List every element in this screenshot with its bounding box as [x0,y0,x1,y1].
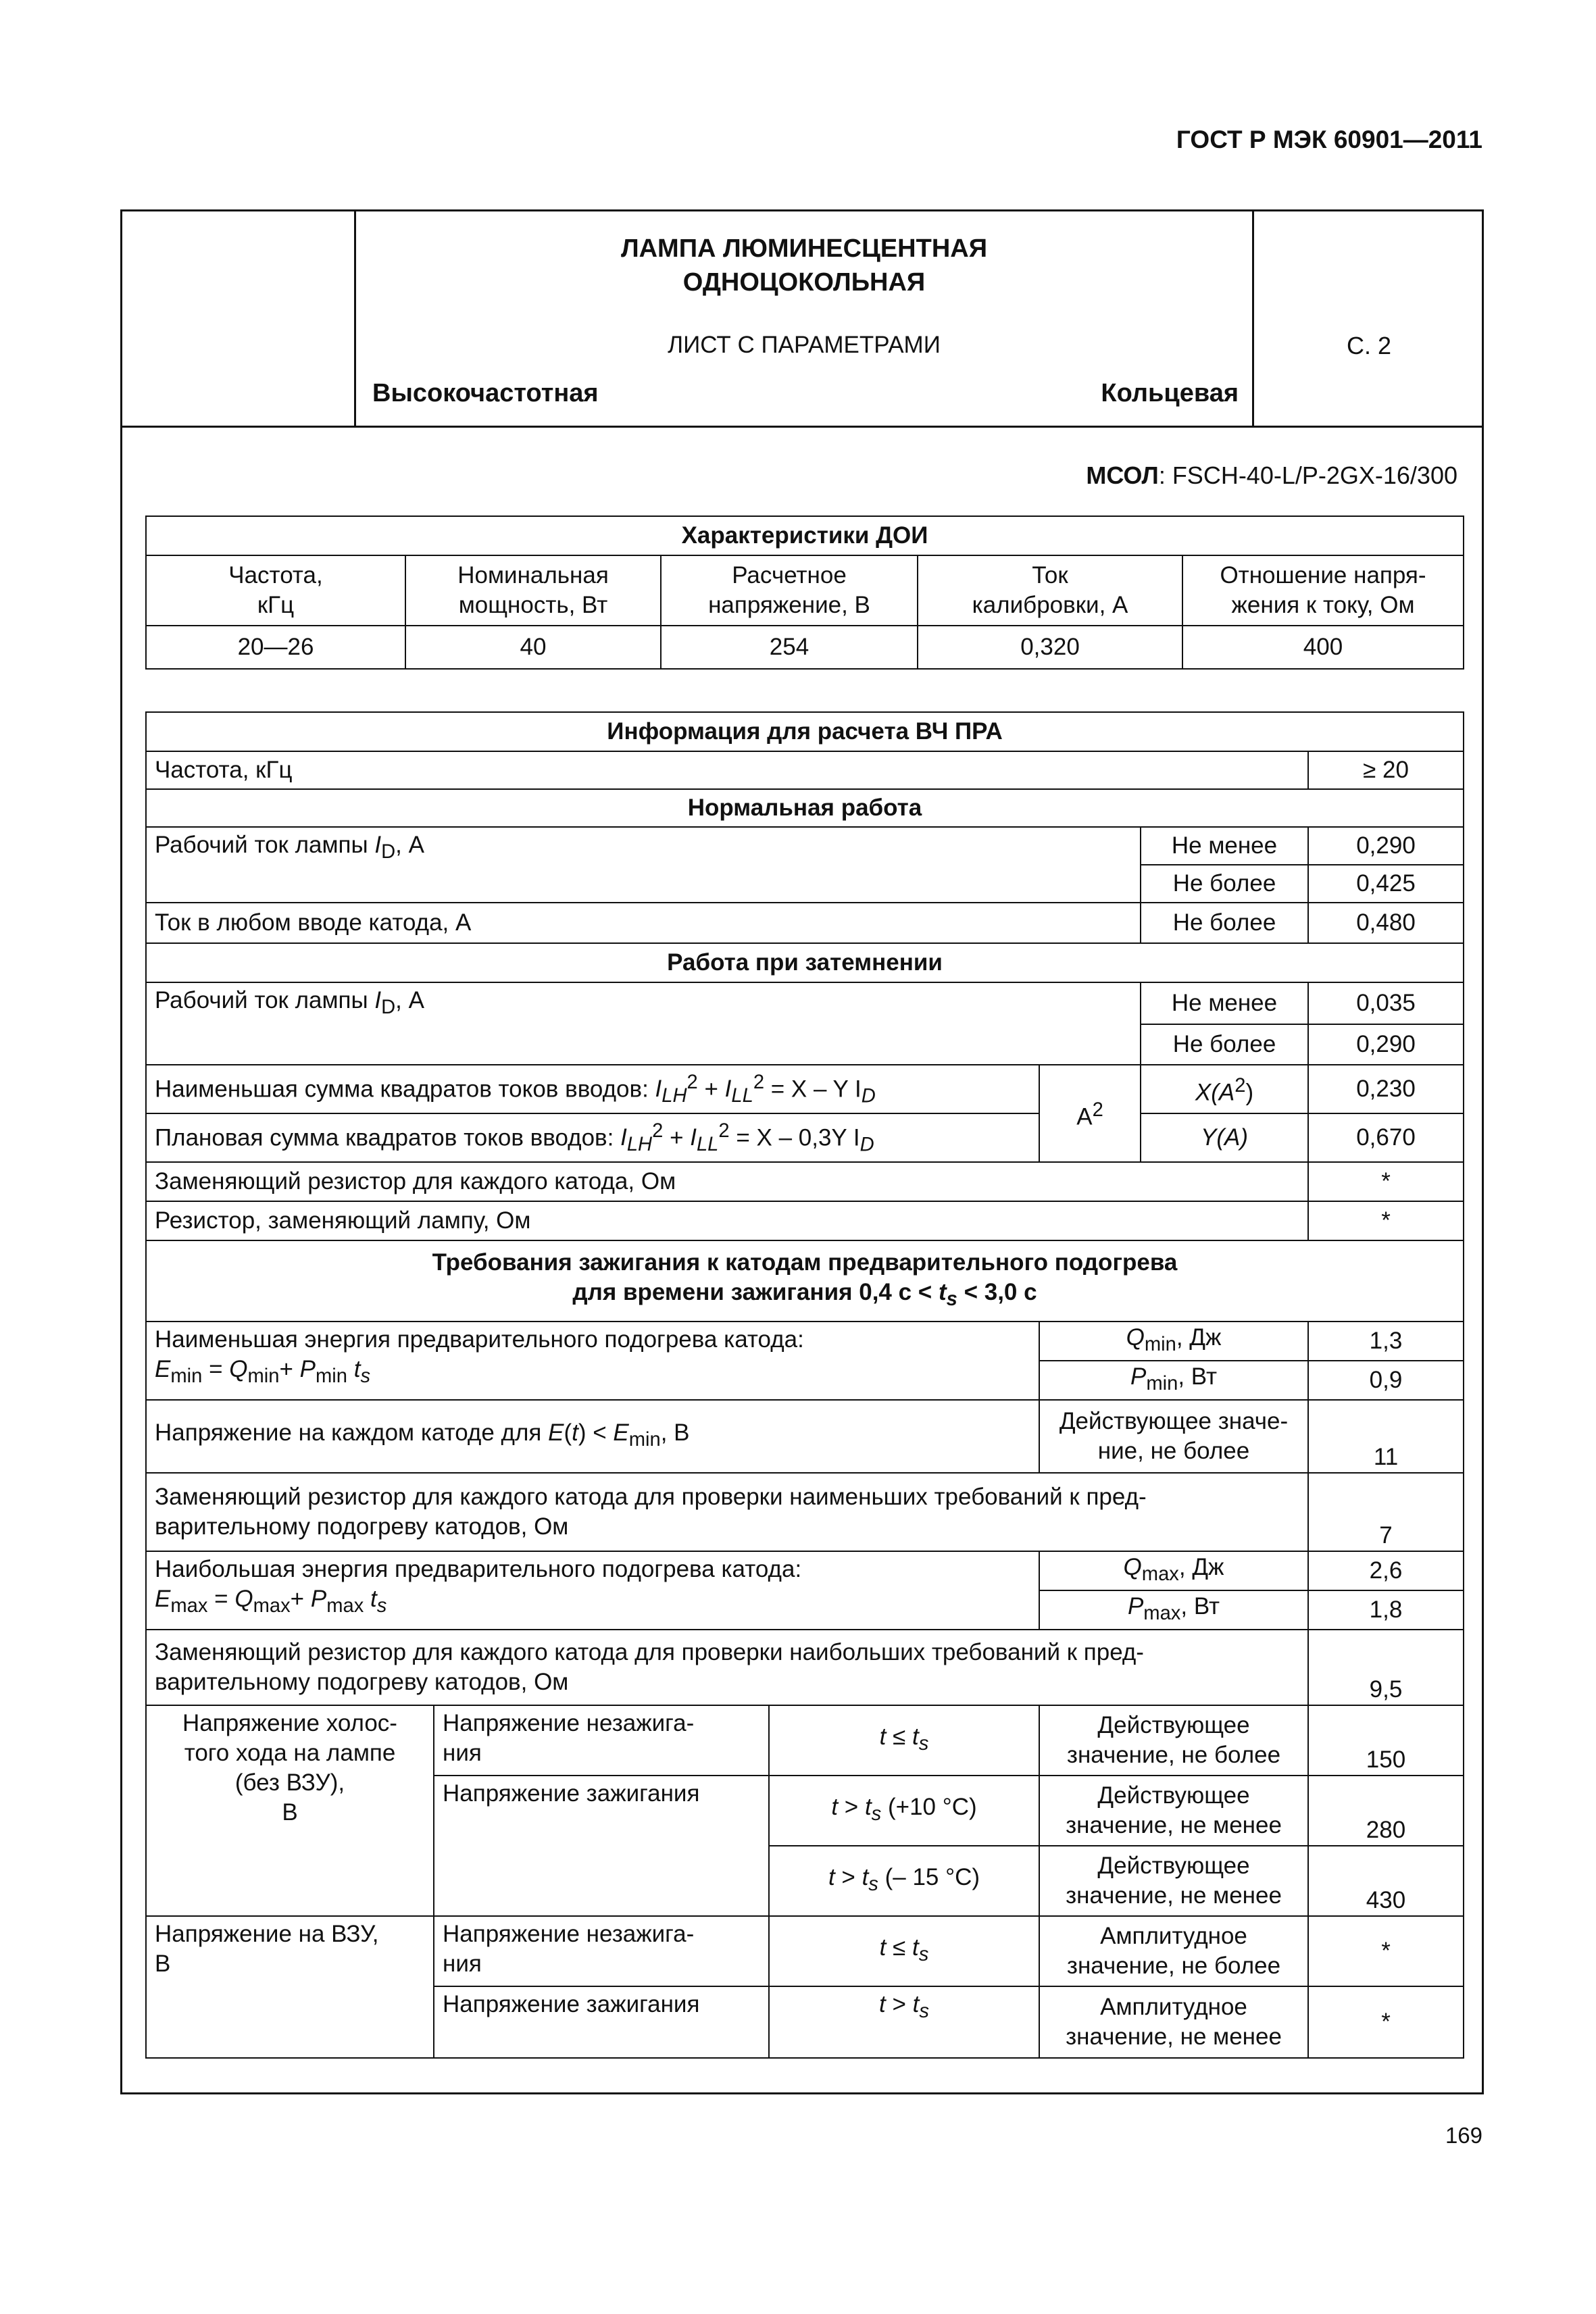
ocv-ignition-minus15-row: $t > t_s$ (– 15 °С) Действующее значение, не менее 430 [146,1846,1464,1916]
normal-title: Нормальная работа [146,789,1464,827]
cathode-current-row: Ток в любом вводе катода, А Не более 0,480 [146,903,1464,943]
msol-designation: МСОЛ: FSCH-40-L/P-2GX-16/300 [1086,461,1457,489]
ignition-title: Требования зажигания к катодам предварительного подогрева для времени зажигания 0,4 $с < t_s < 3,0$ с [146,1240,1464,1322]
document-code: ГОСТ Р МЭК 60901—2011 [1176,126,1482,153]
hf-title: Информация для расчета ВЧ ПРА [146,712,1464,751]
doi-table [145,515,1464,670]
hf-ballast-table: Информация для расчета ВЧ ПРА Частота, кГц ≥ 20 Нормальная работа Рабочий ток лампы $I_D$, А Не менее 0,290 Не более 0,425 Ток в любом вводе катода, А Не более 0,480 Работа при затемнении Рабочий ток лампы $I_D$, А Не менее 0,035 Не более 0,290 Наименьшая сумма квадратов токов вводов: $I_{LH}^2 + I_{LL}^2 = X - Y$ $I_D$ $A^2$ $X(A^2)$ 0,230 Плановая сумма квадратов токов вводов: $I_{LH}^2 + I_{LL}^2 = X - 0,3Y$ $I_D$ Y(A) 0,670 Заменяющий резистор для каждого катода, Ом * Резистор, заменяющий лампу, Ом * Требования зажигания к катодам предварительного подогрева для времени зажигания 0,4 $с < t_s < 3,0$ с Наименьшая энергия предварительного подогрева катода: $E_{min} = Q_{min}+ P_{min}$ $t_s$ $Q_{min}$, Дж 1,3 $P_{min}$, Вт 0,9 Напряжение на каждом катоде для $E(t) < E_{min}$, В Действующее значе- ние, не более 11 Заменяющий резистор для каждого катода для проверки наименьших требований к пред- варительному подогреву катодов, Ом 7 Наибольшая энергия предварительного подогрева катода: $E_{max} = Q_{max}+ P_{max}$ $t_s$ $Q_{max}$, Дж 2,6 $P_{max}$, Вт 1,8 Заменяющий резистор для каждого катода для проверки наибольших требований к пред- варительному подогреву катодов, Ом 9,5 Напряжение холос- того хода на лампе (без ВЗУ), В Напряжение незажига- ния $t \le t_s$ Действующее значение, не более 150 Напряжение зажигания $t > t_s$ (+10 °С) Действующее значение, не менее 280 $t > t_s$ (– 15 °С) Действующее значение, не менее 430 Напряжение на ВЗУ, В Напряжение незажига- ния $t \le t_s$ Амплитудное значение, не более * Напряжение зажигания $t > t_s$ Амплитудное значение, не менее * [145,711,1464,2059]
vzu-label: Напряжение на ВЗУ, В [146,1916,434,2058]
vzu-ignition-row: Напряжение зажигания $t > t_s$ Амплитудное значение, не менее * [146,1986,1464,2058]
normal-current-row: Рабочий ток лампы $I_D$, А Не менее 0,290 [146,827,1464,865]
lamp-title: ЛАМПА ЛЮМИНЕСЦЕНТНАЯ ОДНОЦОКОЛЬНАЯ [620,234,988,297]
ocv-ignition-plus10-row: Напряжение зажигания $t > t_s$ (+10 °С) Действующее значение, не менее 280 [146,1776,1464,1846]
lamp-kind-left: Высокочастотная [372,379,599,407]
page-number: 169 [1445,2123,1482,2148]
freq-row: Частота, кГц ≥ 20 [146,751,1464,789]
emin-row: Наименьшая энергия предварительного подогрева катода: $E_{min} = Q_{min}+ P_{min}$ $t_s$ $Q_{min}$, Дж 1,3 [146,1322,1464,1361]
dim-current-row: Рабочий ток лампы $I_D$, А Не менее 0,035 [146,982,1464,1024]
least-sum-row: Наименьшая сумма квадратов токов вводов: $I_{LH}^2 + I_{LL}^2 = X - Y$ $I_D$ $A^2$ $X(A^2)$ 0,230 [146,1065,1464,1113]
lamp-kind-right: Кольцевая [1101,379,1239,407]
subst-most-row: Заменяющий резистор для каждого катода для проверки наибольших требований к пред- варительному подогреву катодов, Ом 9,5 [146,1630,1464,1705]
dimming-title: Работа при затемнении [146,943,1464,982]
plan-sum-row: Плановая сумма квадратов токов вводов: $I_{LH}^2 + I_{LL}^2 = X - 0,3Y$ $I_D$ Y(A) 0,670 [146,1113,1464,1162]
sheet-page: С. 2 [1346,332,1392,359]
cathode-voltage-row: Напряжение на каждом катоде для $E(t) < E_{min}$, В Действующее значе- ние, не более 11 [146,1400,1464,1473]
ocv-label: Напряжение холос- того хода на лампе (без ВЗУ), В [146,1705,434,1916]
doi-title: Характеристики ДОИ [146,516,1464,555]
subst-resistor-row: Заменяющий резистор для каждого катода, Ом * [146,1162,1464,1201]
sheet-header [122,211,1482,428]
lamp-resistor-row: Резистор, заменяющий лампу, Ом * [146,1201,1464,1240]
vzu-no-ignition-row: Напряжение на ВЗУ, В Напряжение незажига- ния $t \le t_s$ Амплитудное значение, не более * [146,1916,1464,1986]
doi-header-row: Частота, кГц Номинальная мощность, Вт Расчетное напряжение, В Ток калибровки, А Отношение напря- жения к току, Ом [146,555,1464,626]
emax-row: Наибольшая энергия предварительного подогрева катода: $E_{max} = Q_{max}+ P_{max}$ $t_s$ $Q_{max}$, Дж 2,6 [146,1551,1464,1590]
subst-least-row: Заменяющий резистор для каждого катода для проверки наименьших требований к пред- варительному подогреву катодов, Ом 7 [146,1473,1464,1551]
ocv-no-ignition-row: Напряжение холос- того хода на лампе (без ВЗУ), В Напряжение незажига- ния $t \le t_s$ Действующее значение, не более 150 [146,1705,1464,1776]
doi-value-row: 20—26 40 254 0,320 400 [146,626,1464,669]
sheet-type: ЛИСТ С ПАРАМЕТРАМИ [668,332,941,358]
parameter-sheet-frame [120,209,1484,2094]
